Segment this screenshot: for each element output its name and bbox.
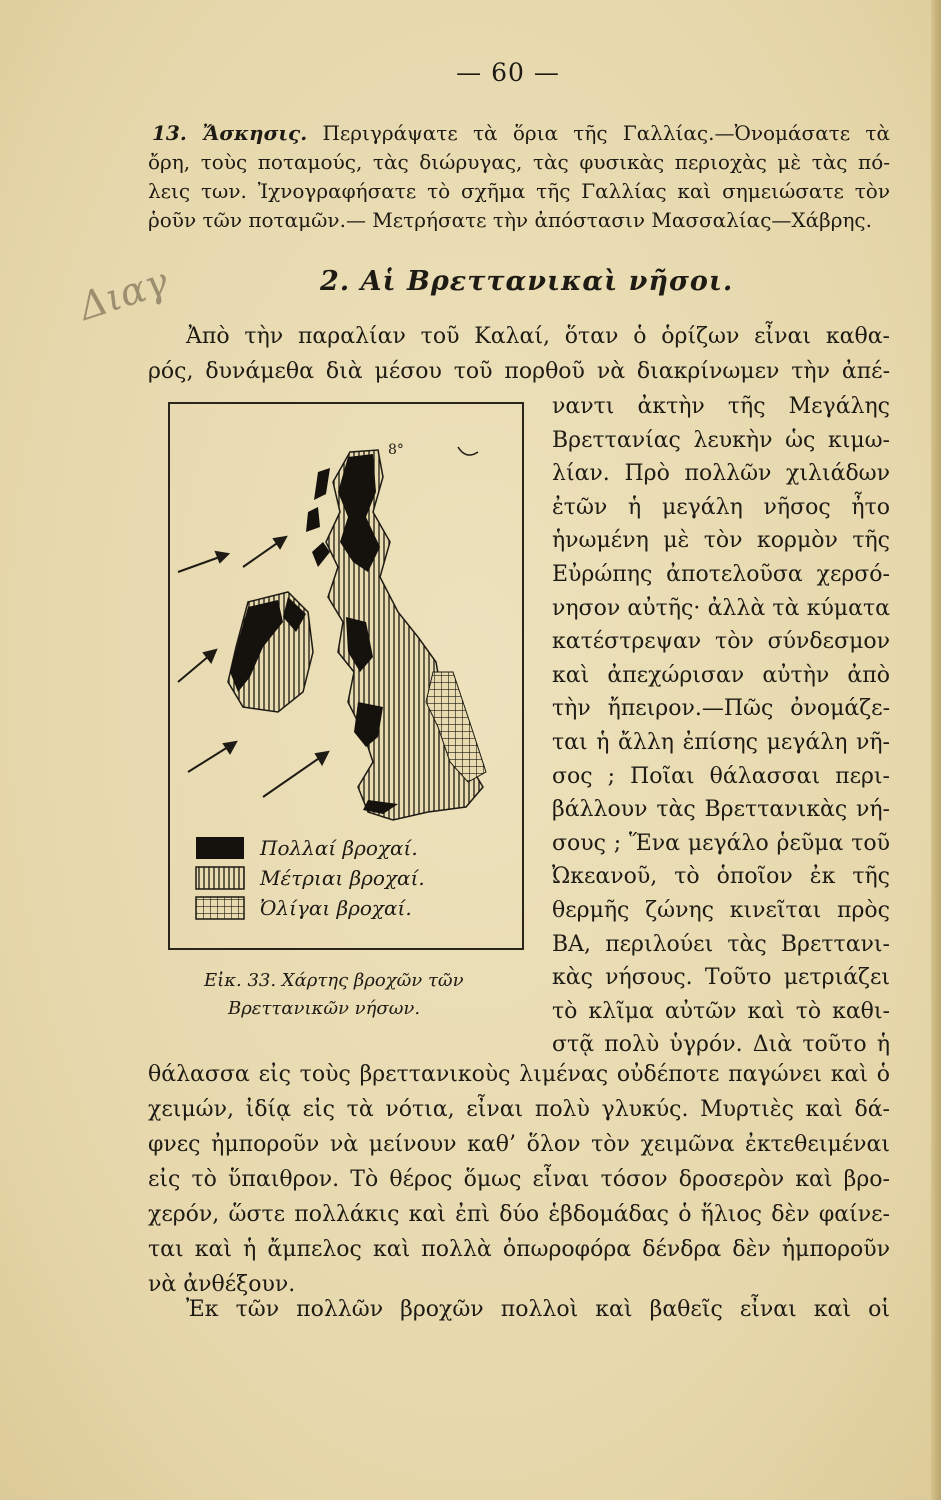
para1-line-1: Ἀπὸ τὴν παραλίαν τοῦ Καλαί, ὅταν ὁ ὁρίζων εἶναι καθα- [186,324,890,349]
column-line: κὰς νήσους. Τοῦτο μετριάζει [552,965,890,991]
figure-caption-line-1: Εἰκ. 33. Χάρτης βροχῶν τῶν [204,970,464,991]
exercise-line-4: ῥοῦν τῶν ποταμῶν.— Μετρήσατε τὴν ἀπόστασιν Μασσαλίας—Χάβρης. [148,208,872,232]
column-line: νησον αὐτῆς· ἀλλὰ τὰ κύματα [552,595,890,621]
page-number: — 60 — [456,58,560,87]
figure-caption-line-2: Βρεττανικῶν νήσων. [228,998,421,1019]
column-line: ἡνωμένη μὲ τὸν κορμὸν τῆς [552,528,890,554]
corner-mark: 8° [388,442,404,458]
column-line: σους ; Ἕνα μεγάλο ῥεῦμα τοῦ [552,830,890,856]
column-line: βάλλουν τὰς Βρεττανικὰς νή- [552,797,890,823]
column-line: σος ; Ποῖαι θάλασσαι περι- [552,763,890,789]
exercise-line-2: ὄρη, τοὺς ποταμούς, τὰς διώρυγας, τὰς φυσικὰς περιοχὰς μὲ τὰς πό- [148,150,890,174]
exercise-text-1: Περιγράψατε τὰ ὅρια τῆς Γαλλίας.—Ὀνομάσατε τὰ [322,121,891,145]
rainfall-map-figure [168,402,524,950]
column-line: λίαν. Πρὸ πολλῶν χιλιάδων [552,461,890,487]
legend-low-label: Ὀλίγαι βροχαί. [260,896,412,920]
column-line: καὶ ἀπεχώρισαν αὐτὴν ἀπὸ [552,662,890,688]
column-line: Ὠκεανοῦ, τὸ ὁποῖον ἐκ τῆς [552,864,890,890]
legend-medium-label: Μέτριαι βροχαί. [260,866,425,890]
hebrides-heavy-rain [306,468,330,567]
column-line: θερμῆς ζώνης κινεῖται πρὸς [552,898,890,923]
continuation-line: χειμών, ἰδίᾳ εἰς τὰ νότια, εἶναι πολὺ γλυκύς. Μυρτιὲς καὶ δά- [148,1097,890,1122]
exercise-line-3: λεις των. Ἰχνογραφήσατε τὸ σχῆμα τῆς Γαλλίας καὶ σημειώσατε τὸν [148,179,890,203]
column-line: Εὐρώπης ἀποτελοῦσα χερσό- [552,562,890,587]
exercise-line-1 [152,118,890,148]
column-line: κατέστρεψαν τὸν σύνδεσμον [552,629,890,655]
continuation-line: εἰς τὸ ὕπαιθρον. Τὸ θέρος ὅμως εἶναι τόσον δροσερὸν καὶ βρο- [148,1167,890,1192]
column-line: τὴν ἤπειρον.—Πῶς ὀνομάζε- [552,696,890,722]
para1-line-2: ρός, δυνάμεθα διὰ μέσου τοῦ πορθοῦ νὰ διακρίνωμεν τὴν ἀπέ- [148,359,890,384]
column-line: τὸ κλῖμα αὐτῶν καὶ τὸ καθι- [552,998,890,1024]
handwritten-margin-note: Διαγ [73,259,174,329]
column-line: ΒΑ, περιλούει τὰς Βρεττανι- [552,931,890,957]
continuation-line: ται καὶ ἡ ἄμπελος καὶ πολλὰ ὀπωροφόρα δένδρα δὲν ἠμποροῦν [148,1237,890,1262]
section-heading: 2. Αἱ Βρεττανικαὶ νῆσοι. [320,266,734,297]
continuation-line: θάλασσα εἰς τοὺς βρεττανικοὺς λιμένας οὐδέποτε παγώνει καὶ ὁ [148,1062,890,1087]
continuation-line: χερόν, ὥστε πολλάκις καὶ ἐπὶ δύο ἑβδομάδας ὁ ἥλιος δὲν φαίνε- [148,1202,890,1227]
legend-swatch-medium [196,867,244,889]
exercise-label: 13. Ἄσκησις. [152,121,308,145]
column-line: Βρεττανίας λευκὴν ὡς κιμω- [552,427,890,453]
para2-line-1: Ἐκ τῶν πολλῶν βροχῶν πολλοὶ καὶ βαθεῖς εἶναι καὶ οἱ [186,1297,890,1322]
legend-heavy-label: Πολλαί βροχαί. [260,836,418,860]
column-line: ναντι ἀκτὴν τῆς Μεγάλης [552,394,890,419]
continuation-line: φνες ἠμποροῦν νὰ μείνουν καθ’ ὅλον τὸν χειμῶνα ἐκτεθειμέναι [148,1132,890,1157]
legend-swatch-heavy [196,837,244,859]
continuation-line: νὰ ἀνθέξουν. [148,1272,296,1297]
column-line: ἐτῶν ἡ μεγάλη νῆσος ἦτο [552,494,890,520]
page-edge [931,0,941,1500]
column-line: στᾷ πολὺ ὑγρόν. Διὰ τοῦτο ἡ [552,1032,890,1058]
legend-swatch-low [196,897,244,919]
column-line: ται ἡ ἄλλη ἐπίσης μεγάλη νῆ- [552,730,890,755]
